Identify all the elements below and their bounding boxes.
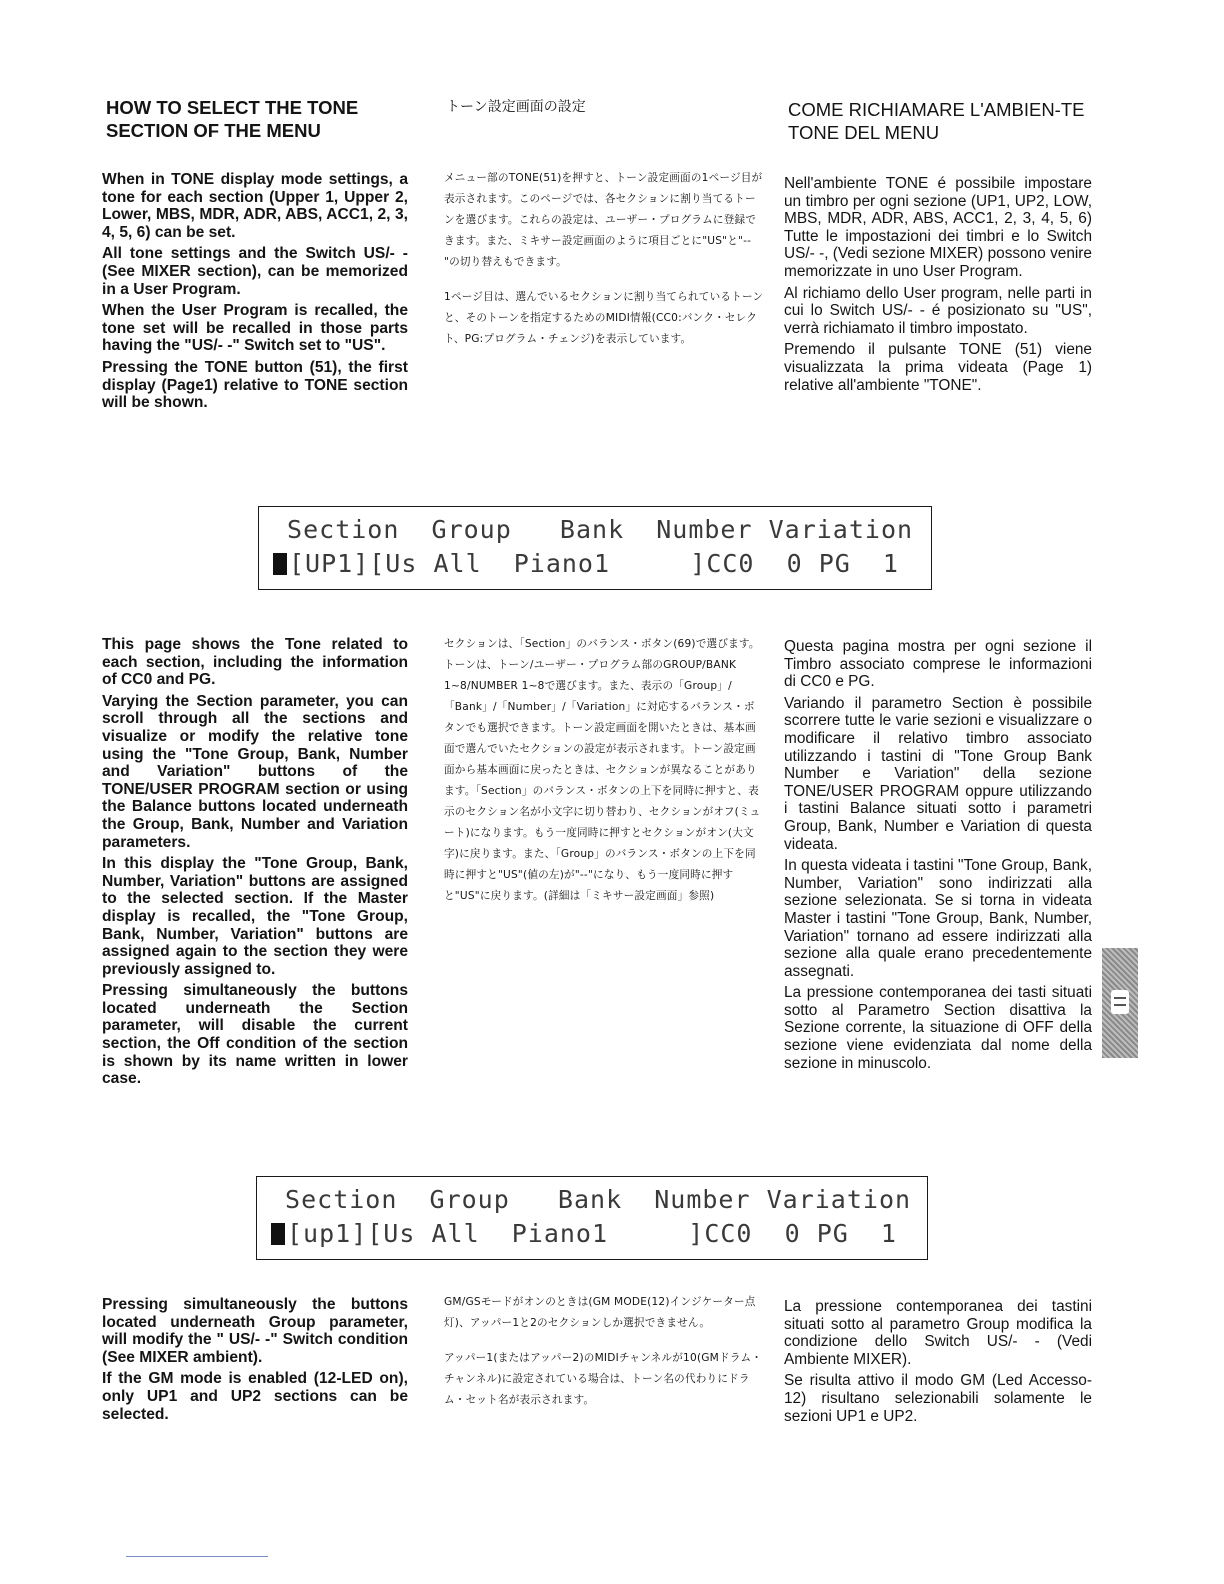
lcd-values: [UP1][Us All Piano1 ]CC0 0 PG 1: [289, 549, 899, 578]
paragraph: Se risulta attivo il modo GM (Led Accesso-12) risultano selezionabili solamente le sezioni UP1 e UP2.: [784, 1372, 1092, 1425]
lcd-value-row: [273, 549, 899, 578]
paragraph: アッパー1(またはアッパー2)のMIDIチャンネルが10(GMドラム・チャンネル)に設定されている場合は、トーン名の代わりにドラム・セット名が表示されます。: [444, 1352, 763, 1406]
paragraph: Pressing simultaneously the buttons located underneath Group parameter, will modify the " US/- -" Switch condition (See MIXER ambient).: [102, 1296, 408, 1366]
section3-jp: [444, 1292, 764, 1425]
cursor-block: [273, 553, 287, 575]
paragraph: Pressing simultaneously the buttons located underneath the Section parameter, will disable the current section, the Off condition of the section is shown by its name written in lower case.: [102, 982, 408, 1088]
paragraph: メニュー部のTONE(51)を押すと、トーン設定画面の1ページ目が表示されます。このページでは、各セクションに割り当てるトーンを選びます。これらの設定は、ユーザー・プログラムに登録できます。また、ミキサー設定画面のように項目ごとに"US"と"--"の切り替えもできます。: [444, 172, 763, 268]
lcd-values: [up1][Us All Piano1 ]CC0 0 PG 1: [287, 1219, 897, 1248]
paragraph: セクションは、「Section」のバランス・ボタン(69)で選びます。トーンは、トーン/ユーザー・プログラム部のGROUP/BANK 1~8/NUMBER 1~8で選びます。また、表示の「Group」/「Bank」/「Number」/「Variation」に対応するバランス・ボタンでも選択できます。トーン設定画面を開いたときは、基本画面で選んでいたセクションの設定が表示されます。トーン設定画面から基本画面に戻ったときは、セクションが異なることがあります。「Section」のバランス・ボタンの上下を同時に押すと、表示のセクション名が小文字に切り替わり、セクションがオフ(ミュート)になります。もう一度同時に押すとセクションがオン(大文字)に戻ります。また、「Group」のバランス・ボタンの上下を同時に押すと"US"(値の左)が"--"になり、もう一度同時に押すと"US"に戻ります。(詳細は「ミキサー設定画面」参照): [444, 638, 761, 902]
heading-it: COME RICHIAMARE L'AMBIEN-TE TONE DEL MENU: [788, 99, 1085, 143]
paragraph: In this display the "Tone Group, Bank, Number, Variation" buttons are assigned to the selected section. If the Master display is recalled, the "Tone Group, Bank, Number, Variation" buttons are assigned again to the section they were previously assigned to.: [102, 855, 408, 978]
paragraph: Pressing the TONE button (51), the first display (Page1) relative to TONE section will be shown.: [102, 358, 408, 412]
paragraph: Nell'ambiente TONE é possibile impostare un timbro per ogni sezione (UP1, UP2, LOW, MBS, MDR, ADR, ABS, ACC1, 2, 3, 4, 5, 6) Tutte le impostazioni dei timbri e lo Switch US/- -, (Vedi sezione MIXER) possono venire memorizzate in uno User Program.: [784, 175, 1092, 280]
paragraph: La pressione contemporanea dei tasti situati sotto al Parametro Section disattiva la Sezione corrente, la situazione di OFF della sezione viene evidenziata dal nome della sezione in minuscolo.: [784, 984, 1092, 1072]
paragraph: 1ページ目は、選んでいるセクションに割り当てられているトーンと、そのトーンを指定するためのMIDI情報(CC0:バンク・セレクト、PG:プログラム・チェンジ)を表示しています。: [444, 291, 764, 345]
paragraph: Varying the Section parameter, you can scroll through all the sections and visualize or modify the relative tone using the "Tone Group, Bank, Number and Variation" buttons of the TONE/USER PROGRAM section or using the Balance buttons located underneath the Group, Bank, Number and Variation parameters.: [102, 692, 408, 851]
paragraph: Questa pagina mostra per ogni sezione il Timbro associato comprese le informazioni di CC0 e PG.: [784, 638, 1092, 691]
lcd-value-row: [271, 1219, 897, 1248]
section3-en: [102, 1296, 408, 1427]
heading-jp: トーン設定画面の設定: [446, 99, 586, 115]
footer-rule: [126, 1556, 268, 1557]
chapter-tab: [1102, 948, 1138, 1058]
section1-jp: [444, 168, 764, 364]
lcd-display-1: [258, 506, 932, 590]
paragraph: If the GM mode is enabled (12-LED on), only UP1 and UP2 sections can be selected.: [102, 1370, 408, 1423]
heading-en: HOW TO SELECT THE TONE SECTION OF THE MENU: [106, 97, 359, 141]
cursor-block: [271, 1223, 285, 1245]
lcd-header: Section Group Bank Number Variation: [271, 515, 914, 544]
section2-jp: [444, 634, 764, 921]
paragraph: All tone settings and the Switch US/- - (See MIXER section), can be memorized in a User Program.: [102, 245, 408, 298]
paragraph: In questa videata i tastini "Tone Group, Bank, Number, Variation" sono indirizzati alla sezione selezionata. Se si torna in videata Master i tastini "Tone Group, Bank, Number, Variation" tornano ad essere indirizzati alla sezione alla quale erano precedentemente assegnati.: [784, 857, 1092, 980]
section1-en: [102, 171, 408, 416]
section2-it: [784, 638, 1092, 1076]
lcd-header: Section Group Bank Number Variation: [269, 1185, 912, 1214]
chapter-mark-icon: [1111, 990, 1129, 1014]
section2-en: [102, 636, 408, 1092]
section3-it: [784, 1298, 1092, 1429]
paragraph: When in TONE display mode settings, a tone for each section (Upper 1, Upper 2, Lower, MBS, MDR, ADR, ABS, ACC1, 2, 3, 4, 5, 6) can be set.: [102, 171, 408, 241]
paragraph: Variando il parametro Section è possibile scorrere tutte le varie sezioni e visualizzare o modificare il relativo timbro associato utilizzando i tastini di "Tone Group Bank Number e Variation" della sezione TONE/USER PROGRAM oppure utilizzando i tastini Balance situati sotto i parametri Group, Bank, Number e Variation di questa videata.: [784, 694, 1092, 853]
paragraph: When the User Program is recalled, the tone set will be recalled in those parts having the "US/- -" Switch set to "US".: [102, 302, 408, 355]
paragraph: This page shows the Tone related to each section, including the information of CC0 and PG.: [102, 636, 408, 689]
lcd-display-2: [256, 1176, 928, 1260]
section1-it: [784, 175, 1092, 398]
paragraph: Premendo il pulsante TONE (51) viene visualizzata la prima videata (Page 1) relative all'ambiente "TONE".: [784, 341, 1092, 394]
paragraph: La pressione contemporanea dei tastini situati sotto al parametro Group modifica la condizione dello Switch US/- - (Vedi Ambiente MIXER).: [784, 1298, 1092, 1368]
paragraph: Al richiamo dello User program, nelle parti in cui lo Switch US/- - é posizionato su "US", verrà richiamato il timbro impostato.: [784, 284, 1092, 337]
paragraph: GM/GSモードがオンのときは(GM MODE(12)インジケーター点灯)、アッパー1と2のセクションしか選択できません。: [444, 1296, 756, 1329]
